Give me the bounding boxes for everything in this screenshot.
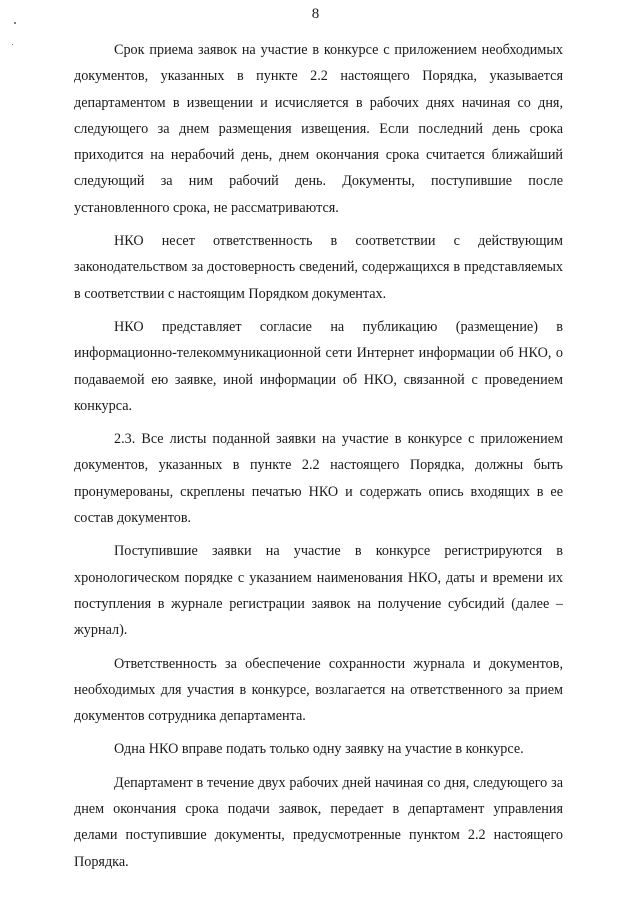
page-number: 8 bbox=[311, 6, 320, 22]
paragraph-single-application: Одна НКО вправе подать только одну заявку на участие в конкурсе. bbox=[114, 741, 524, 758]
paragraph-application-deadline: Срок приема заявок на участие в конкурсе с приложением необходимых документов, указанных в пункте 2.2 настоящего Порядка, указывается департаментом в извещении и исчисляется в рабочих днях начиная со дня, следующего за днем размещения извещения. Если последний день срока приходится на нерабочий день, днем окончания срока считается ближайший следующий за ним рабочий день. Документы, поступившие после установленного срока, не рассматриваются. bbox=[74, 42, 563, 216]
scan-speck bbox=[12, 44, 13, 45]
paragraph-section-2-3: 2.3. Все листы поданной заявки на участие в конкурсе с приложением документов, указанных в пункте 2.2 настоящего Порядка, должны быть пронумерованы, скреплены печатью НКО и содержать опись входящих в ее состав документов. bbox=[74, 431, 563, 527]
document-body bbox=[74, 37, 563, 882]
paragraph-registration: Поступившие заявки на участие в конкурсе регистрируются в хронологическом порядке с указанием наименования НКО, даты и времени их поступления в журнале регистрации заявок на получение субсидий (далее – журнал). bbox=[74, 543, 563, 639]
paragraph-publication-consent: НКО представляет согласие на публикацию (размещение) в информационно-телекоммуникационной сети Интернет информации об НКО, о подаваемой ею заявке, иной информации об НКО, связанной с проведением конкурса. bbox=[74, 318, 563, 414]
scan-speck bbox=[14, 22, 16, 24]
paragraph-journal-responsibility: Ответственность за обеспечение сохранности журнала и документов, необходимых для участия в конкурсе, возлагается на ответственного за прием документов сотрудника департамента. bbox=[74, 655, 563, 725]
paragraph-department-transfer: Департамент в течение двух рабочих дней начиная со дня, следующего за днем окончания срока подачи заявок, передает в департамент управления делами поступившие документы, предусмотренные пунктом 2.2 настоящего Порядка. bbox=[74, 774, 563, 870]
paragraph-nko-responsibility: НКО несет ответственность в соответствии с действующим законодательством за достоверность сведений, содержащихся в представляемых в соответствии с настоящим Порядком документах. bbox=[74, 233, 563, 302]
